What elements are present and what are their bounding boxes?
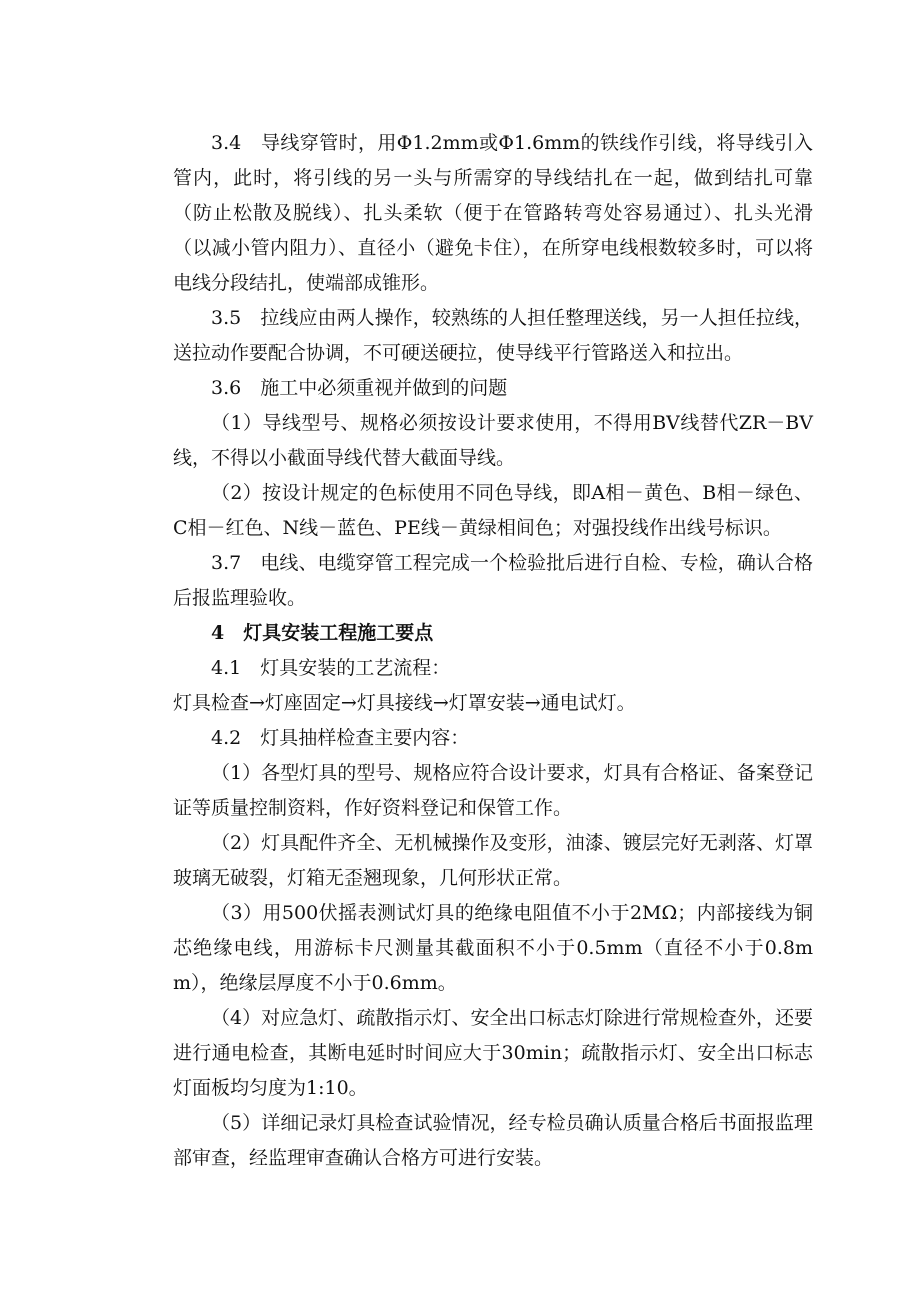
paragraph-3-7: 3.7 电线、电缆穿管工程完成一个检验批后进行自检、专检，确认合格后报监理验收。 bbox=[173, 552, 813, 609]
paragraph-3-6-item-2: （2）按设计规定的色标使用不同色导线，即A相－黄色、B相－绿色、C相－红色、N线－蓝色、PE线－黄绿相间色；对强投线作出线号标识。 bbox=[173, 482, 813, 539]
paragraph-4-2-item-5: （5）详细记录灯具检查试验情况，经专检员确认质量合格后书面报监理部审查，经监理审查确认合格方可进行安装。 bbox=[173, 1112, 813, 1169]
paragraph-3-4: 3.4 导线穿管时，用Φ1.2mm或Φ1.6mm的铁线作引线，将导线引入管内，此时，将引线的另一头与所需穿的导线结扎在一起，做到结扎可靠（防止松散及脱线）、扎头柔软（便于在管路转弯处容易通过）、扎头光滑（以减小管内阻力）、直径小（避免卡住），在所穿电线根数较多时，可以将电线分段结扎，使端部成锥形。 bbox=[173, 132, 813, 294]
paragraph-4-2-item-1: （1）各型灯具的型号、规格应符合设计要求，灯具有合格证、备案登记证等质量控制资料，作好资料登记和保管工作。 bbox=[173, 762, 813, 819]
paragraph-4-1: 4.1 灯具安装的工艺流程： bbox=[211, 657, 451, 679]
paragraph-4-2: 4.2 灯具抽样检查主要内容： bbox=[211, 727, 470, 749]
section-heading-4: 4 灯具安装工程施工要点 bbox=[211, 622, 434, 644]
document-body bbox=[173, 126, 813, 1176]
paragraph-4-2-item-4: （4）对应急灯、疏散指示灯、安全出口标志灯除进行常规检查外，还要进行通电检查，其断电延时时间应大于30min；疏散指示灯、安全出口标志灯面板均匀度为1:10。 bbox=[173, 1007, 813, 1099]
paragraph-3-6: 3.6 施工中必须重视并做到的问题 bbox=[211, 377, 508, 399]
paragraph-3-6-item-1: （1）导线型号、规格必须按设计要求使用，不得用BV线替代ZR－BV线，不得以小截面导线代替大截面导线。 bbox=[173, 412, 813, 469]
paragraph-4-2-item-2: （2）灯具配件齐全、无机械操作及变形，油漆、镀层完好无剥落、灯罩玻璃无破裂，灯箱无歪翘现象，几何形状正常。 bbox=[173, 832, 813, 889]
paragraph-4-2-item-3: （3）用500伏摇表测试灯具的绝缘电阻值不小于2MΩ；内部接线为铜芯绝缘电线，用游标卡尺测量其截面积不小于0.5mm（直径不小于0.8mm），绝缘层厚度不小于0.6mm。 bbox=[173, 902, 813, 994]
process-flow: 灯具检查→灯座固定→灯具接线→灯罩安装→通电试灯。 bbox=[173, 692, 636, 714]
paragraph-3-5: 3.5 拉线应由两人操作，较熟练的人担任整理送线，另一人担任拉线，送拉动作要配合协调，不可硬送硬拉，使导线平行管路送入和拉出。 bbox=[173, 307, 813, 364]
